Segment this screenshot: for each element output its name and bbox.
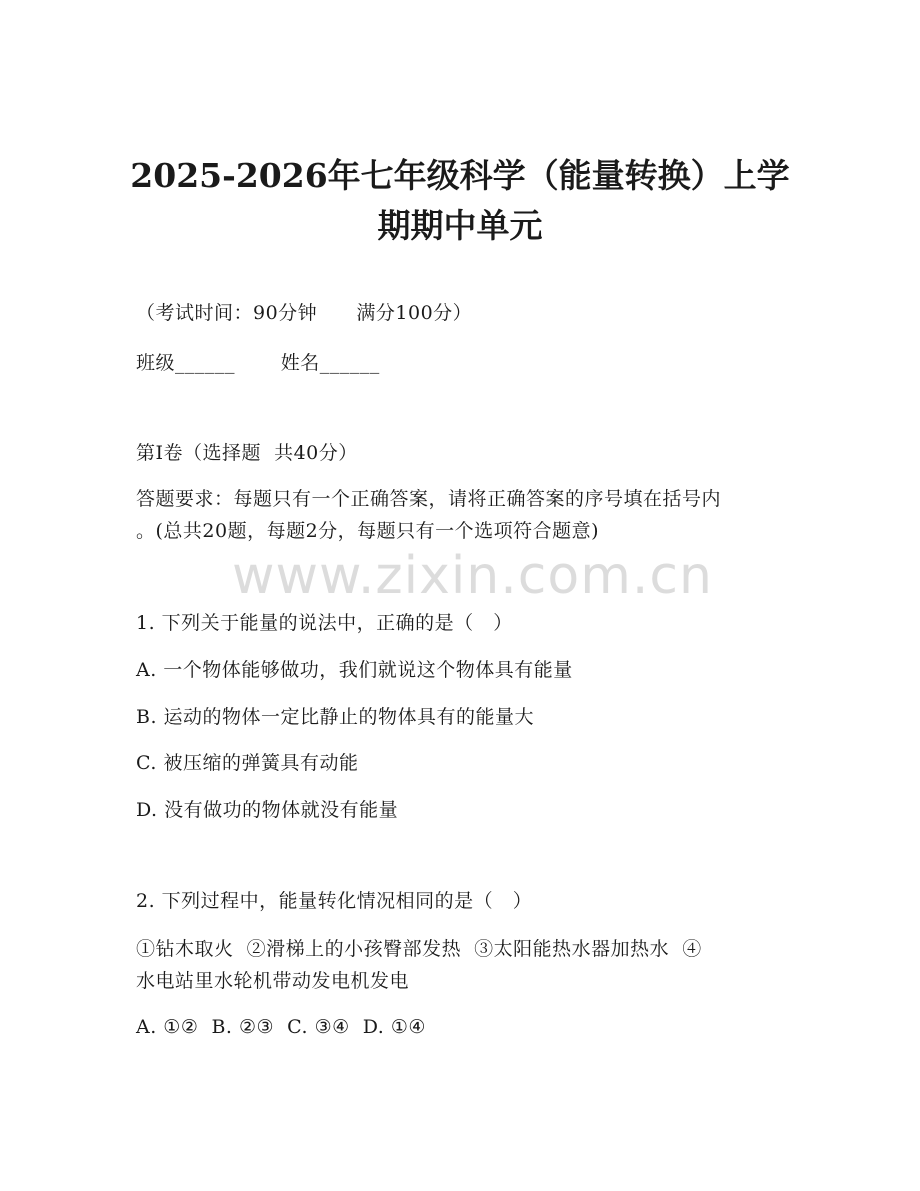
question-1-stem: 1. 下列关于能量的说法中，正确的是（ ）	[136, 612, 513, 634]
question-2-stem: 2. 下列过程中，能量转化情况相同的是（ ）	[136, 890, 533, 912]
question-1-option-d: D. 没有做功的物体就没有能量	[136, 799, 399, 821]
exam-info: （考试时间：90分钟 满分100分）	[136, 302, 473, 324]
watermark: www.zixin.com.cn	[232, 546, 713, 606]
question-1-option-c: C. 被压缩的弹簧具有动能	[136, 752, 359, 774]
question-1-option-b: B. 运动的物体一定比静止的物体具有的能量大	[136, 706, 535, 728]
instructions-line-1: 答题要求：每题只有一个正确答案，请将正确答案的序号填在括号内	[136, 488, 722, 510]
class-name-line: 班级______ 姓名______	[136, 352, 380, 374]
question-2-stem-line-2: ①钻木取火 ②滑梯上的小孩臀部发热 ③太阳能热水器加热水 ④	[136, 938, 702, 960]
exam-title-line-1: 2025-2026年七年级科学（能量转换）上学	[130, 156, 790, 195]
question-1-option-a: A. 一个物体能够做功，我们就说这个物体具有能量	[136, 659, 573, 681]
exam-title-line-2: 期期中单元	[377, 206, 543, 245]
question-2-stem-line-3: 水电站里水轮机带动发电机发电	[136, 970, 410, 992]
question-2-options: A. ①② B. ②③ C. ③④ D. ①④	[136, 1016, 426, 1038]
instructions-line-2: 。(总共20题，每题2分，每题只有一个选项符合题意)	[136, 520, 600, 542]
section-heading: 第I卷（选择题 共40分）	[136, 442, 358, 464]
